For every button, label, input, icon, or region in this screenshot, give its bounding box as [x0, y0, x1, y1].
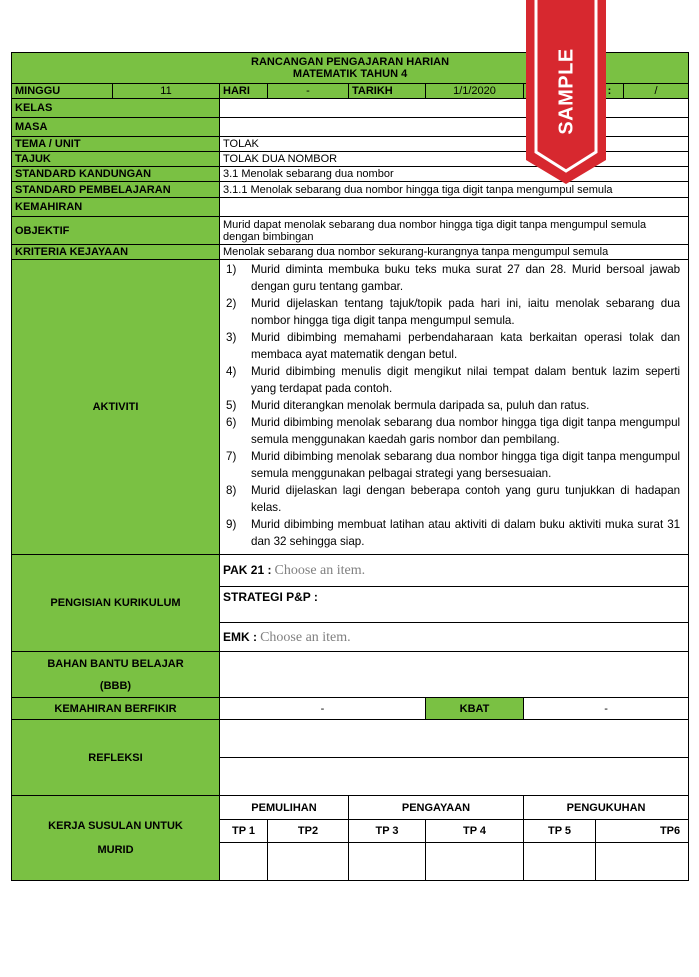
bbb-label-line-2: (BBB)	[99, 679, 132, 692]
bbb-label	[12, 652, 220, 698]
masa-slash[interactable]: /	[624, 84, 689, 99]
aktiviti-item	[226, 363, 680, 397]
masa-colon: :	[596, 84, 624, 99]
tp3-cell[interactable]	[349, 843, 426, 881]
tp2-cell[interactable]	[268, 843, 349, 881]
standard-kandungan-label: STANDARD KANDUNGAN	[12, 167, 220, 182]
aktiviti-item-text: Murid dijelaskan lagi dengan beberapa contoh yang guru tunjukkan di hadapan kelas.	[251, 484, 681, 514]
kelas-value[interactable]	[220, 99, 689, 118]
aktiviti-list	[226, 261, 680, 550]
kerja-susulan-label	[12, 796, 220, 881]
aktiviti-item-number: 1)	[226, 263, 237, 276]
hari-value[interactable]: -	[268, 84, 349, 99]
aktiviti-item	[226, 414, 680, 448]
aktiviti-item-text: Murid dibimbing menolak sebarang dua nombor hingga tiga digit tanpa mengumpul semula menggunakan kaedah garis nombor dan pembilang.	[251, 416, 681, 446]
aktiviti-item	[226, 482, 680, 516]
kemahiran-label: KEMAHIRAN	[12, 198, 220, 217]
tp1-cell[interactable]	[220, 843, 268, 881]
pengisian-kurikulum-label: PENGISIAN KURIKULUM	[12, 555, 220, 652]
aktiviti-item-number: 5)	[226, 399, 237, 412]
aktiviti-item-text: Murid diminta membuka buku teks muka surat 27 dan 28. Murid bersoal jawab dengan guru tentang gambar.	[251, 263, 681, 293]
aktiviti-item-number: 3)	[226, 331, 237, 344]
aktiviti-item-number: 9)	[226, 518, 237, 531]
strategi-field[interactable]	[220, 587, 689, 623]
tajuk-label: TAJUK	[12, 152, 220, 167]
strategi-label: STRATEGI P&P :	[223, 590, 318, 604]
emk-label: EMK :	[223, 629, 257, 644]
refleksi-line-1[interactable]	[220, 720, 689, 758]
sample-stamp-text	[547, 36, 587, 146]
aktiviti-item	[226, 329, 680, 363]
tp5-header: TP 5	[524, 820, 596, 843]
title-line-1: RANCANGAN PENGAJARAN HARIAN	[251, 56, 450, 68]
aktiviti-item-text: Murid diterangkan menolak bermula daripada sa, puluh dan ratus.	[251, 399, 590, 412]
bbb-value[interactable]	[220, 652, 689, 698]
tp6-cell[interactable]	[596, 843, 689, 881]
kelas-label: KELAS	[12, 99, 220, 118]
aktiviti-item-number: 7)	[226, 450, 237, 463]
minggu-label: MINGGU	[12, 84, 113, 99]
aktiviti-item-number: 6)	[226, 416, 237, 429]
aktiviti-item	[226, 295, 680, 329]
aktiviti-item	[226, 448, 680, 482]
kbat-label: KBAT	[426, 698, 524, 720]
pemulihan-header: PEMULIHAN	[220, 796, 349, 820]
pak21-label: PAK 21 :	[223, 563, 272, 577]
title-line-2: MATEMATIK TAHUN 4	[292, 68, 408, 80]
objektif-value[interactable]: Murid dapat menolak sebarang dua nombor hingga tiga digit tanpa mengumpul semula dengan bimbingan	[220, 217, 689, 245]
tema-label: TEMA / UNIT	[12, 137, 220, 152]
refleksi-label: REFLEKSI	[12, 720, 220, 796]
tp4-header: TP 4	[426, 820, 524, 843]
tp6-header: TP6	[596, 820, 689, 843]
aktiviti-item-text: Murid dibimbing membuat latihan atau aktiviti di dalam buku aktiviti muka surat 31 dan 32 sehingga siap.	[251, 518, 681, 548]
pengukuhan-header: PENGUKUHAN	[524, 796, 689, 820]
kemahiran-berfikir-value[interactable]: -	[220, 698, 426, 720]
aktiviti-item-number: 2)	[226, 297, 237, 310]
refleksi-line-2[interactable]	[220, 758, 689, 796]
kriteria-kejayaan-value[interactable]: Menolak sebarang dua nombor sekurang-kurangnya tanpa mengumpul semula	[220, 245, 689, 260]
aktiviti-item-text: Murid dibimbing menolak sebarang dua nombor hingga tiga digit tanpa mengumpul semula menggunakan pelbagai strategi yang bersesuaian.	[251, 450, 681, 480]
kerja-susulan-line-2: MURID	[97, 844, 134, 856]
tp2-header: TP2	[268, 820, 349, 843]
aktiviti-item	[226, 261, 680, 295]
aktiviti-content[interactable]	[220, 260, 689, 555]
tarikh-value[interactable]: 1/1/2020	[426, 84, 524, 99]
pak21-dropdown[interactable]: Choose an item.	[274, 563, 366, 578]
kerja-susulan-line-1: KERJA SUSULAN UNTUK	[48, 820, 183, 832]
kemahiran-value[interactable]	[220, 198, 689, 217]
tema-value[interactable]: TOLAK	[220, 137, 689, 152]
bbb-label-line-1: BAHAN BANTU BELAJAR	[47, 657, 184, 670]
aktiviti-label: AKTIVITI	[12, 260, 220, 555]
emk-dropdown[interactable]: Choose an item.	[260, 629, 351, 645]
masa-label: MASA	[12, 118, 220, 137]
tp4-cell[interactable]	[426, 843, 524, 881]
kriteria-kejayaan-label: KRITERIA KEJAYAAN	[12, 245, 220, 260]
tarikh-label: TARIKH	[349, 84, 426, 99]
kemahiran-berfikir-label: KEMAHIRAN BERFIKIR	[12, 698, 220, 720]
pengayaan-header: PENGAYAAN	[349, 796, 524, 820]
kbat-value[interactable]: -	[524, 698, 689, 720]
minggu-value[interactable]: 11	[113, 84, 220, 99]
masa-value[interactable]	[220, 118, 689, 137]
hari-label: HARI	[220, 84, 268, 99]
tp3-header: TP 3	[349, 820, 426, 843]
pak21-field[interactable]	[220, 555, 689, 587]
tajuk-value[interactable]: TOLAK DUA NOMBOR	[220, 152, 689, 167]
objektif-label: OBJEKTIF	[12, 217, 220, 245]
aktiviti-item	[226, 516, 680, 550]
aktiviti-item	[226, 397, 680, 414]
aktiviti-item-text: Murid dibimbing memahami perbendaharaan kata berkaitan operasi tolak dan membaca ayat matematik dengan betul.	[251, 331, 681, 361]
aktiviti-item-number: 8)	[226, 484, 237, 497]
standard-pembelajaran-label: STANDARD PEMBELAJARAN	[12, 182, 220, 198]
aktiviti-item-text: Murid dijelaskan tentang tajuk/topik pada hari ini, iaitu menolak sebarang dua nombor hingga tiga digit tanpa mengumpul semula.	[251, 297, 681, 327]
standard-pembelajaran-value[interactable]: 3.1.1 Menolak sebarang dua nombor hingga tiga digit tanpa mengumpul semula	[220, 182, 689, 198]
tp1-header: TP 1	[220, 820, 268, 843]
tp5-cell[interactable]	[524, 843, 596, 881]
aktiviti-item-text: Murid dibimbing menulis digit mengikut nilai tempat dalam bentuk lazim seperti yang terdapat pada contoh.	[251, 365, 681, 395]
standard-kandungan-value[interactable]: 3.1 Menolak sebarang dua nombor	[220, 167, 689, 182]
sample-stamp-label: SAMPLE	[555, 47, 578, 135]
aktiviti-item-number: 4)	[226, 365, 237, 378]
emk-field[interactable]	[220, 623, 689, 652]
